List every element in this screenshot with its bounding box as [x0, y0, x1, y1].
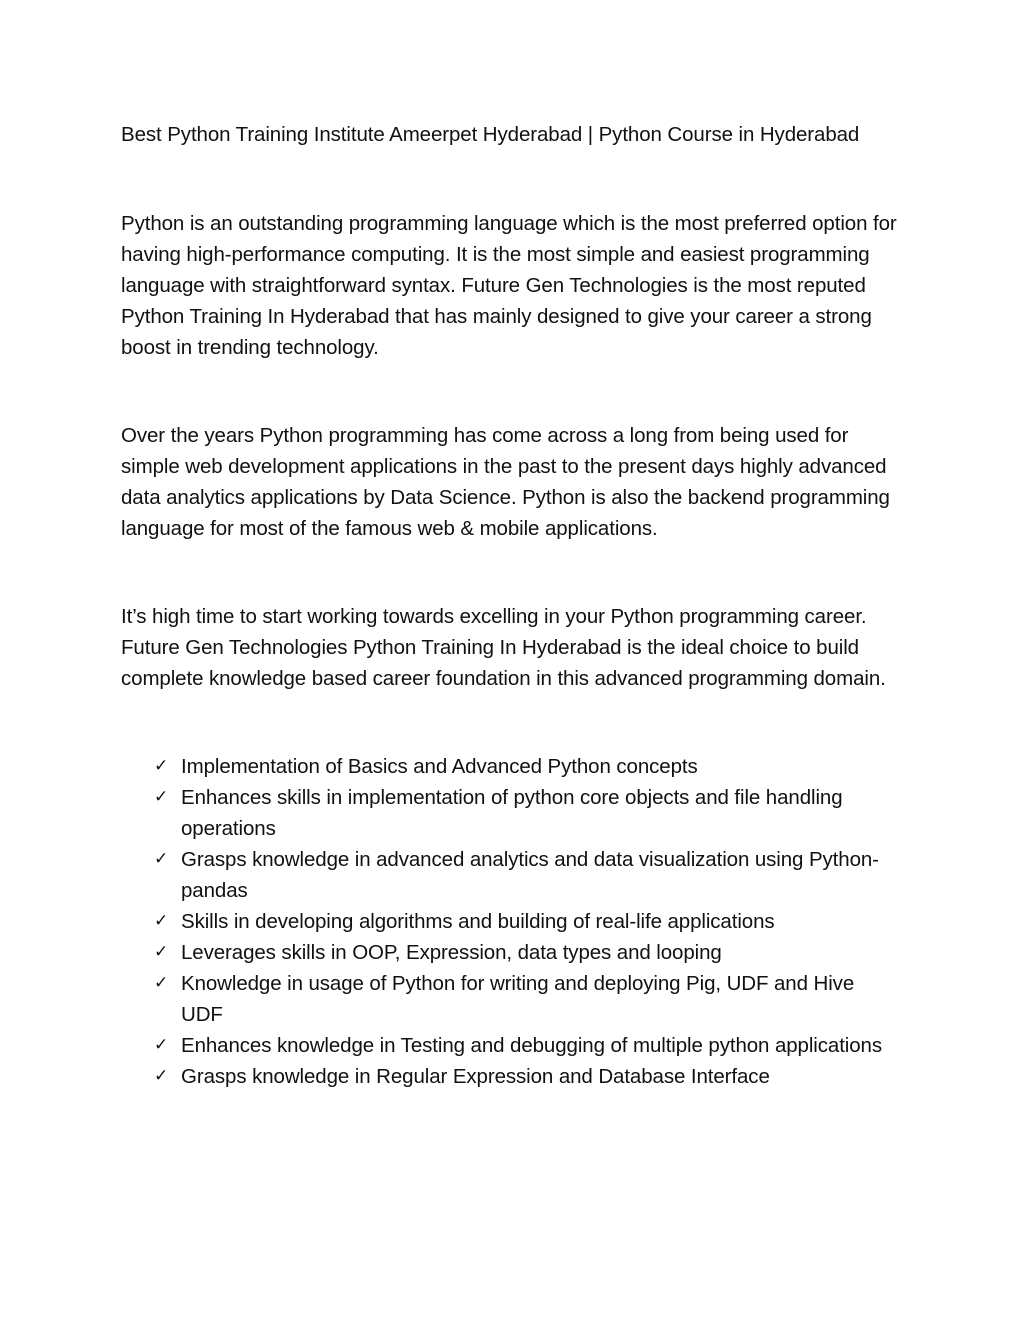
checklist-item-text: Grasps knowledge in Regular Expression and Database Interface — [181, 1065, 770, 1088]
document-page — [121, 119, 901, 1092]
checkmark-icon: ✓ — [154, 787, 169, 807]
career-paragraph: It’s high time to start working towards excelling in your Python programming career. Future Gen Technologies Python Training In Hyderabad is the ideal choice to build complete knowledge based career foundation in this advanced programming domain. — [121, 605, 886, 690]
checklist-item — [154, 906, 901, 937]
checklist-item — [154, 968, 901, 1030]
checklist-item-text: Skills in developing algorithms and building of real-life applications — [181, 910, 775, 933]
checklist-item — [154, 782, 901, 844]
checkmark-icon: ✓ — [154, 942, 169, 962]
checklist-item-text: Leverages skills in OOP, Expression, data types and looping — [181, 941, 722, 964]
checkmark-icon: ✓ — [154, 1066, 169, 1086]
checklist-item-text: Enhances skills in implementation of python core objects and file handling operations — [181, 786, 843, 840]
feature-checklist — [121, 751, 901, 1092]
intro-paragraph: Python is an outstanding programming language which is the most preferred option for having high-performance computing. It is the most simple and easiest programming language with straightforward syntax. Future Gen Technologies is the most reputed Python Training In Hyderabad that has mainly designed to give your career a strong boost in trending technology. — [121, 212, 897, 359]
checkmark-icon: ✓ — [154, 756, 169, 776]
checklist-item-text: Enhances knowledge in Testing and debugging of multiple python applications — [181, 1034, 883, 1057]
checklist-item-text: Knowledge in usage of Python for writing and deploying Pig, UDF and Hive UDF — [181, 972, 855, 1026]
checklist-item — [154, 1061, 901, 1092]
history-paragraph: Over the years Python programming has come across a long from being used for simple web development applications in the past to the present days highly advanced data analytics applications by Data Science. Python is also the backend programming language for most of the famous web & mobile applications. — [121, 424, 890, 540]
checklist-item — [154, 937, 901, 968]
document-title: Best Python Training Institute Ameerpet Hyderabad | Python Course in Hyderabad — [121, 123, 860, 146]
checklist-item — [154, 751, 901, 782]
checklist-item — [154, 1030, 901, 1061]
checkmark-icon: ✓ — [154, 911, 169, 931]
checklist-item — [154, 844, 901, 906]
checkmark-icon: ✓ — [154, 1035, 169, 1055]
checklist-item-text: Implementation of Basics and Advanced Python concepts — [181, 755, 698, 778]
checkmark-icon: ✓ — [154, 849, 169, 869]
checklist-item-text: Grasps knowledge in advanced analytics and data visualization using Python-pandas — [181, 848, 879, 902]
checkmark-icon: ✓ — [154, 973, 169, 993]
